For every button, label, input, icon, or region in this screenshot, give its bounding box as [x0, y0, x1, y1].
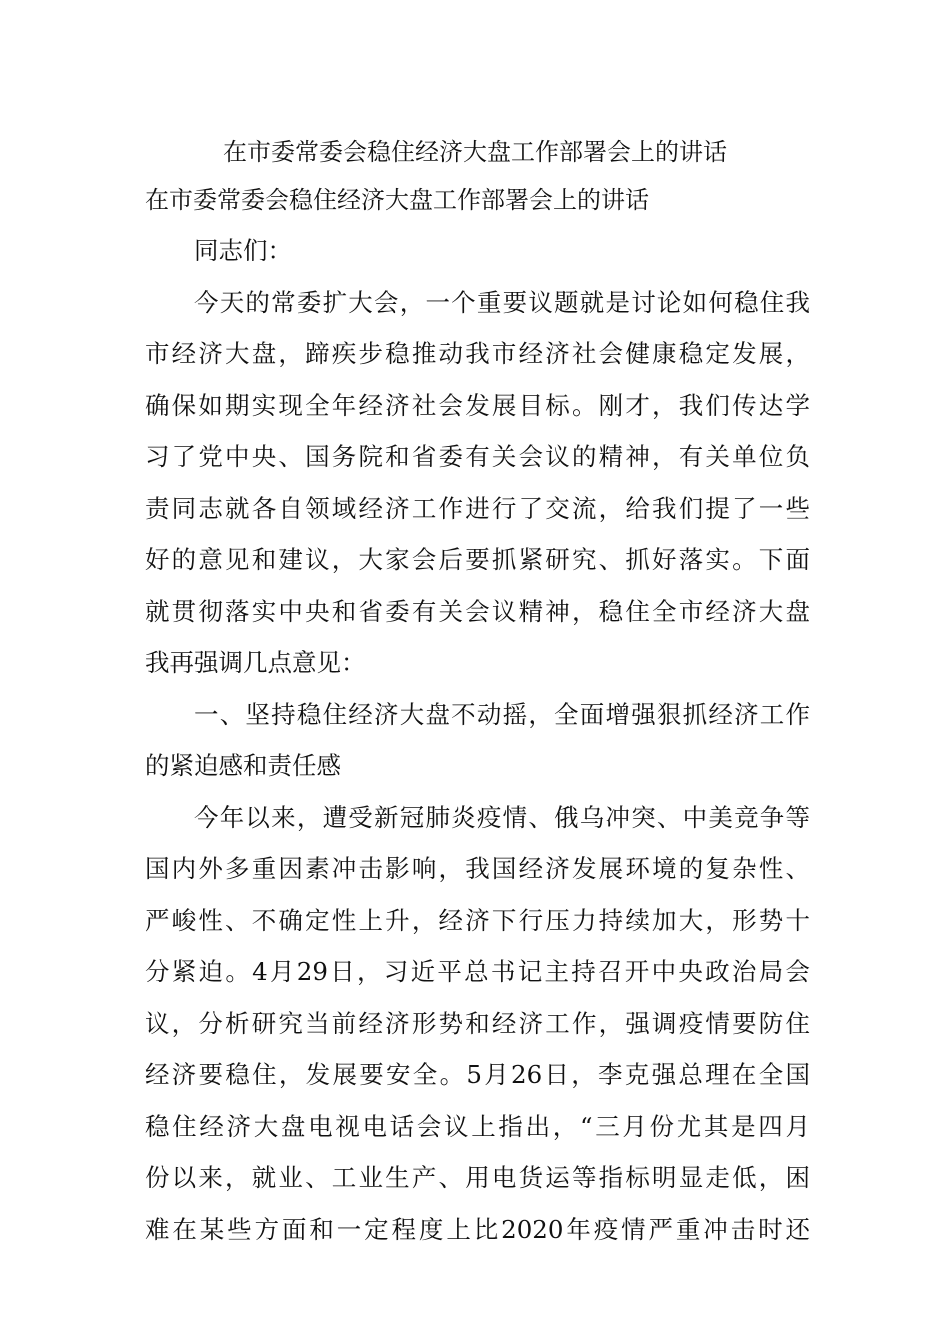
paragraph-line: 好的意见和建议，大家会后要抓紧研究、抓好落实。下面: [145, 545, 810, 574]
section-heading-line: 的紧迫感和责任感: [145, 751, 341, 780]
document-title-repeat: 在市委常委会稳住经济大盘工作部署会上的讲话: [145, 186, 649, 214]
document-body: [145, 225, 810, 1255]
section-heading-line: 一、坚持稳住经济大盘不动摇，全面增强狠抓经济工作: [194, 699, 810, 729]
paragraph-line: 今年以来，遭受新冠肺炎疫情、俄乌冲突、中美竞争等: [194, 802, 810, 832]
paragraph-line: 议，分析研究当前经济形势和经济工作，强调疫情要防住: [145, 1008, 810, 1038]
paragraph-line: 习了党中央、国务院和省委有关会议的精神，有关单位负: [145, 442, 810, 471]
paragraph-line: 责同志就各自领域经济工作进行了交流，给我们提了一些: [145, 493, 810, 523]
paragraph-line: 严峻性、不确定性上升，经济下行压力持续加大，形势十: [145, 905, 810, 935]
paragraph-line: 市经济大盘，蹄疾步稳推动我市经济社会健康稳定发展，: [145, 339, 810, 368]
paragraph-line: 分紧迫。4月29日，习近平总书记主持召开中央政治局会: [145, 957, 810, 986]
paragraph-line: 国内外多重因素冲击影响，我国经济发展环境的复杂性、: [145, 854, 810, 883]
document-title: 在市委常委会稳住经济大盘工作部署会上的讲话: [223, 138, 727, 166]
paragraph-line: 经济要稳住，发展要安全。5月26日，李克强总理在全国: [145, 1060, 810, 1089]
paragraph-line: 今天的常委扩大会，一个重要议题就是讨论如何稳住我: [194, 287, 810, 317]
paragraph-line: 份以来，就业、工业生产、用电货运等指标明显走低，困: [145, 1163, 810, 1192]
paragraph-line: 难在某些方面和一定程度上比2020年疫情严重冲击时还: [145, 1214, 810, 1244]
salutation: 同志们：: [194, 236, 292, 265]
paragraph-line: 稳住经济大盘电视电话会议上指出，“三月份尤其是四月: [145, 1111, 810, 1141]
paragraph-line: 就贯彻落实中央和省委有关会议精神，稳住全市经济大盘: [145, 596, 810, 626]
paragraph-line: 确保如期实现全年经济社会发展目标。刚才，我们传达学: [145, 390, 810, 420]
paragraph-line: 我再强调几点意见：: [145, 648, 366, 677]
